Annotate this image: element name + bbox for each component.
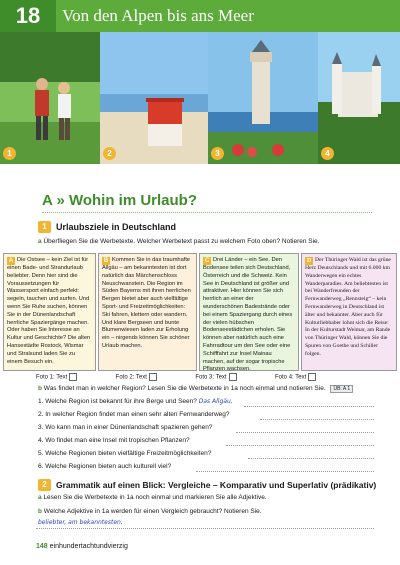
ad-text-body: Die Ostsee – kein Ziel ist für einen Bade- und Strandurlaub beliebter. Denn hier sind die Voraussetzungen für Wassersport einfach perfekt: segeln, tauchen und surfen. Und wenn Sie Ruhe suchen, können Sie in der Dünenlandschaft herrliche Spaziergänge machen. Oder haben Sie Interesse an Kultur und Geschichte? Die alten Hansestädte Rostock, Wismar und Stralsund laden Sie zu einem Besuch ein. [7,257,91,365]
question-4 [38,437,190,444]
page-number-words: einhundertachtundvierzig [49,543,128,550]
ad-text-body: Kommen Sie in das traumhafte Allgäu – am bekanntesten ist dort natürlich das Märchenschloss Neuschwanstein. Die Region im Süden Bayerns mit ihren herrlichen Bergen bietet aber auch vielfältige Sport- und Freizeitmöglichkeiten: Ski fahren, klettern oder wandern. Und klare Bergseen und bunte Blumenwiesen laden zur Erholung ein – nirgends können Sie schöner Urlaub machen. [102,257,191,349]
photo-4-castle [318,32,400,164]
question-text: In welcher Region findet man einen sehr alten Fernwanderweg? [45,411,230,418]
ad-text-c [199,253,299,371]
handwritten-answer: Das Allgäu, [198,398,233,405]
answer-line[interactable] [244,406,374,407]
instruction-letter: a [38,238,42,245]
text-tag: B [103,258,109,264]
ad-text-body: Drei Länder – ein See. Den Bodensee teilen sich Deutschland, Österreich und die Schweiz. Kein See in Deutschland ist größer und attraktiver. Hier können Sie sich herrlich an einer der wunderschönen Badestrände oder bei einem Spaziergang durch eines der vielen hübschen Bodenseestädtchen erholen. Sie können aber natürlich auch eine Fahrradtour um den See oder eine Schifffahrt zur Insel Mainau machen, auf der sogar tropische Pflanzen wachsen. [203,257,293,373]
photo-strip [0,32,400,164]
question-number: 5. [38,450,44,457]
question-text: Welche Regionen bieten auch kulturell viel? [45,463,172,470]
exercise-reference-badge: ÜB: A 1 [330,385,353,393]
answer-box[interactable] [69,373,77,381]
photo-number-badge: 2 [103,147,116,160]
text-tag: C [204,258,210,264]
answer-line[interactable] [196,471,374,472]
answer-line[interactable] [36,528,374,529]
chapter-title: Von den Alpen bis ans Meer [62,6,254,25]
question-number: 6. [38,463,44,470]
handwritten-answer: beliebter, am bekanntesten, [38,519,123,526]
photo-1-hikers [0,32,100,164]
instruction-letter: b [38,385,42,392]
answer-line[interactable] [260,419,374,420]
task-title: Grammatik auf einen Blick: Vergleiche – Komparativ und Superlativ (prädikativ) [56,480,377,490]
photo-2-beach [100,32,208,164]
task-title: Urlaubsziele in Deutschland [56,222,177,232]
photo-3-lighthouse [208,32,318,164]
question-6 [38,463,171,470]
page-footer [36,543,128,550]
question-number: 2. [38,411,44,418]
answer-line[interactable] [236,432,374,433]
question-3 [38,424,212,431]
instruction-text: Was findet man in welcher Region? Lesen Sie die Werbetexte in 1a noch einmal und notieren Sie. [43,385,326,392]
instruction-text: Überfliegen Sie die Werbetexte. Welcher Werbetext passt zu welchem Foto oben? Notieren Sie. [43,238,320,245]
answer-line[interactable] [226,445,374,446]
text-tag: D [306,258,312,264]
question-number: 4. [38,437,44,444]
question-5 [38,450,211,457]
photo-number-badge: 1 [3,147,16,160]
task2-instruction-a [38,494,267,501]
instruction-text: Welche Adjektive in 1a werden für einen Vergleich gebraucht? Notieren Sie. [43,508,262,515]
answer-line[interactable] [248,458,374,459]
page-number: 148 [36,543,48,550]
chapter-number: 18 [0,0,56,32]
instruction-letter: a [38,494,42,501]
ad-text-a [3,253,96,371]
foto-label: Foto 1: Text [36,374,68,381]
text-tag: A [8,258,14,264]
foto-label: Foto 2: Text [115,374,147,381]
ad-text-d [301,253,397,371]
task-number-badge: 2 [38,479,51,491]
foto-label: Foto 4: Text [275,374,307,381]
task-instruction-a [38,238,319,245]
divider [42,212,372,213]
foto-label: Foto 3: Text [195,374,227,381]
instruction-text: Lesen Sie die Werbetexte in 1a noch einmal und markieren Sie alle Adjektive. [43,494,267,501]
question-text: Wo kann man in einer Dünenlandschaft spazieren gehen? [45,424,213,431]
question-number: 3. [38,424,44,431]
section-title: A » Wohin im Urlaub? [42,192,198,209]
task-number-badge: 1 [38,221,51,233]
answer-box[interactable] [308,373,316,381]
answer-box[interactable] [149,373,157,381]
ad-text-body: Der Thüringer Wald ist das grüne Herz Deutschlands und mit 6.000 km Wanderwegen ein echtes Wanderparadies. Am beliebtesten ist bei Wanderfreunden der Fernwanderweg „Rennsteig“ – kein Fernwanderweg in Deutschland ist älter und bekannter. Aber auch für Kulturliebhaber lohnt sich die Reise: In der Kulturstadt Weimar, am Rande von Thüringer Wald, können Sie die Spuren von Goethe und Schiller folgen. [305,257,391,357]
photo-number-badge: 3 [211,147,224,160]
task-instruction-b [38,385,353,393]
question-number: 1. [38,398,44,405]
answer-box[interactable] [229,373,237,381]
foto-answer-row [36,373,366,381]
question-text: Welche Region ist bekannt für ihre Berge und Seen? [45,398,197,405]
question-1 [38,398,233,405]
task2-instruction-b [38,508,262,515]
question-2 [38,411,230,418]
question-text: Welche Regionen bieten vielfältige Freizeitmöglichkeiten? [45,450,212,457]
question-text: Wo findet man eine Insel mit tropischen Pflanzen? [45,437,190,444]
ad-text-b [98,253,197,371]
photo-number-badge: 4 [321,147,334,160]
instruction-letter: b [38,508,42,515]
